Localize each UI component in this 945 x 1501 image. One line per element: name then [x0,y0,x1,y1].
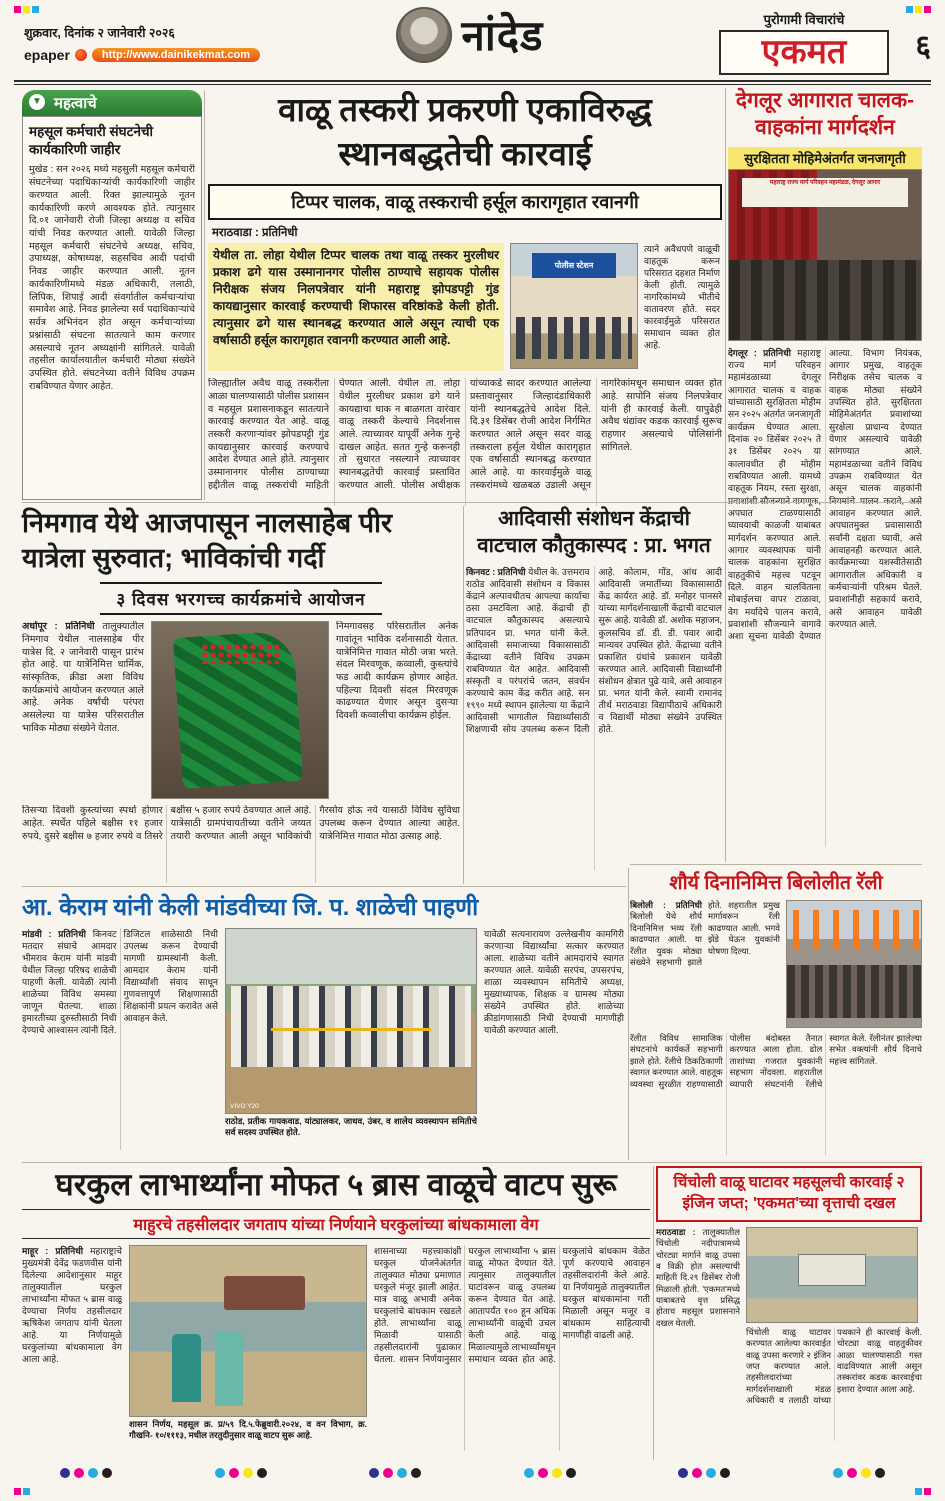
registration-dots [678,1468,730,1478]
registration-dots [60,1468,112,1478]
adivasi-article [466,506,722,870]
brand-tagline: पुरोगामी विचारांचे [763,12,845,27]
article-row [630,900,922,1028]
registration-mark [14,1488,30,1495]
chincholi-article [656,1166,922,1445]
lead-row [208,243,722,371]
photo-crowd [787,965,921,1018]
photo-person [172,1334,200,1402]
photo-banner-text: महाराष्ट्र राज्य मार्ग परिवहन महामंडळ, देगलूर आगार [742,178,907,207]
photo-truck [798,1254,866,1286]
byline: बिलोली : प्रतिनिधी [630,900,702,910]
photo-deglur-meeting [728,169,922,341]
article-headline: निमगाव येथे आजपासून नालसाहेब पीर यात्रेला सुरुवात; भाविकांची गर्दी [22,508,393,573]
photo-caption: राठोड, प्रतीक गायकवाड, यांट्यालकर, जाधव, उंबर, व शालेय व्यवस्थापन समितीचे सर्व सदस्य उपस्थित होते. [225,1116,477,1138]
section-divider [22,1162,922,1163]
masthead-emblem-icon [396,7,452,63]
brand-name: एकमत [719,30,889,75]
article-row [22,1245,650,1451]
article-subhead: ३ दिवस भरगच्च कार्यक्रमांचे आयोजन [100,582,381,615]
column-divider [463,506,464,884]
registration-dots-row [60,1468,885,1478]
article-row [22,928,626,1150]
photo-crowd [729,260,921,340]
article-headline: आ. केराम यांनी केली मांडवीच्या जि. प. शाळेची पाहणी [22,894,479,920]
registration-dots [833,1468,885,1478]
photo-police-station [510,243,638,369]
byline: अर्धापूर : प्रतिनिधी [22,621,95,633]
body-text: महाराष्ट्र राज्य मार्ग परिवहन महामंडळाच्या देगलूर आगारात चालक व वाहक यांच्यासाठी सुरक्षितता मोहीम सन २०२५ अंतर्गत जनजागृती कार्यक्रम घेण्यात आला. दिनांक २० डिसेंबर २०२५ ते ३१ डिसेंबर २०२५ या कालावधीत ही मोहीम राबविण्यात आली. यामध्ये वाहतूक नियम, रस्ता सुरक्षा, प्रवाशांशी सौजन्याने वागणूक, अपघात टाळण्यासाठी घ्यावयाची काळजी याबाबत मार्गदर्शन करण्यात आले. आगार व्यवस्थापक यांनी चालक वाहकांना सुरक्षित वाहतुकीचे महत्त्व पटवून दिले. वाहन चालविताना मोबाईलचा वापर टाळावा, वेग मर्यादेचे पालन करावे, प्रवाशांशी सौजन्याने वागावे अशा सूचना यावेळी देण्यात आल्या. विभाग नियंत्रक, आगार प्रमुख, वाहतूक निरीक्षक तसेच चालक व वाहक मोठ्या संख्येने उपस्थित होते. सुरक्षितता मोहिमेअंतर्गत प्रवाशांच्या सुरक्षेला प्राधान्य देण्यात येणार असल्याचे यावेळी सांगण्यात आले. महामंडळाच्या वतीने विविध उपक्रम राबविण्यात येत असून चालक वाहकांनी नियमांचे पालन करावे, असे आवाहन करण्यात आले. अपघातमुक्त प्रवासासाठी सर्वांनी दक्षता घ्यावी, असे आवाहनही करण्यात आले. कार्यक्रमाच्या यशस्वीतेसाठी आगारातील अधिकारी व कर्मचाऱ्यांनी परिश्रम घेतले. प्रवाशांनीही सहकार्य करावे, असे आवाहन यावेळी करण्यात आले. [728,347,922,642]
edition-title: नांदेड [461,12,544,59]
body-columns: शासनाच्या महत्त्वाकांक्षी घरकुल योजनेअंतर्गत तालुक्यात मोठ्या प्रमाणात घरकुले मंजूर झाली आहेत. मात्र वाळू अभावी अनेक घरकुलांचे बांधकाम रखडले होते. लाभार्थ्यांना वाळू मिळावी यासाठी तहसीलदारांनी पुढाकार घेतला. शासन निर्णयानुसार घरकुल लाभार्थ्यांना ५ ब्रास वाळू मोफत देण्यात येते. त्यानुसार तालुक्यातील घाटांवरून वाळू उपलब्ध करून देण्यात येत आहे. आतापर्यंत १०० हून अधिक लाभार्थ्यांनी वाळूची उचल केली आहे. वाळू मिळाल्यामुळे लाभार्थ्यांमधून समाधान व्यक्त होत आहे. घरकुलांचे बांधकाम वेळेत पूर्ण करण्याचे आवाहन तहसीलदारांनी केले आहे. या निर्णयामुळे तालुक्यातील घरकुल बांधकामांना गती मिळाली असून मजूर व बांधकाम साहित्याची मागणीही वाढली आहे. [374,1245,650,1365]
photo-people [516,317,632,359]
column-divider [204,90,205,500]
body-column [22,1245,122,1451]
keram-article [22,890,626,1150]
chevron-down-icon: ▼ [29,94,45,110]
header-divider [14,80,931,85]
epaper-icon [75,49,87,61]
body-text: तालुक्यातील निमगाव येथील नालसाहेब पीर यात्रेस दि. २ जानेवारी पासून प्रारंभ होत आहे. या यात्रेनिमित्त धार्मिक, सांस्कृतिक, क्रीडा अशा विविध कार्यक्रमांचे आयोजन करण्यात आले आहे. अनेक वर्षांची परंपरा असलेल्या या यात्रेस परिसरातील भाविक मोठ्या संख्येने येतात. [22,621,144,734]
body-text: येथील के. उत्तमराव राठोड आदिवासी संशोधन व विकास केंद्राने अल्पावधीतच आपल्या कार्याचा ठसा उमटविला आहे. केंद्राची ही वाटचाल कौतुकास्पद असल्याचे प्रतिपादन प्रा. भगत यांनी केले. आदिवासी समाजाच्या विकासासाठी केंद्राच्या वतीने विविध उपक्रम राबविण्यात येत आहेत. आदिवासी संस्कृती व परंपरांचे जतन, संवर्धन करण्याचे काम केंद्र करीत आहे. सन १९९० मध्ये स्थापन झालेल्या या केंद्राने आदिवासी भागातील विद्यार्थ्यांसाठी शिक्षणाची सोय उपलब्ध करून दिली आहे. कोलाम, गोंड, आंध आदी आदिवासी जमातींच्या विकासासाठी केंद्र कार्यरत आहे. डॉ. मनोहर पानसरे यांच्या मार्गदर्शनाखाली केंद्राची वाटचाल सुरू आहे. यावेळी डॉ. अशोक महाजन, कुलसचिव डॉ. डी. डी. पवार आदी मान्यवर उपस्थित होते. केंद्राच्या वतीने प्रकाशित ग्रंथांचे प्रकाशन यावेळी करण्यात आले. आदिवासी विद्यार्थ्यांनी संशोधन क्षेत्रात पुढे यावे, असे आवाहन प्रा. भगत यांनी केले. स्वामी रामानंद तीर्थ मराठवाडा विद्यापीठाचे अधिकारी व विद्यार्थी मोठ्या संख्येने उपस्थित होते. [466,567,722,734]
lead-side-column: त्याने अवैधपणे वाळूची वाहतूक करून परिसरात दहशत निर्माण केली होती. त्यामुळे नागरिकांमध्ये भीतीचे वातावरण होते. सदर कारवाईमुळे परिसरात समाधान व्यक्त होत आहे. [644,244,720,351]
section-divider [630,864,922,865]
body-text: तालुक्यातील चिंचोली नदीपात्रामध्ये चोरट्या मार्गाने वाळू उपसा व विक्री होत असल्याची माहिती दि.२९ डिसेंबर रोजी मिळाली होती. 'एकमत'मध्ये याबाबतचे वृत्त प्रसिद्ध होताच महसूल प्रशासनाने दखल घेतली. [656,1226,740,1328]
article-row [22,621,460,799]
gharkul-article [22,1166,650,1451]
registration-mark [906,6,931,13]
body-columns: तिसऱ्या दिवशी कुस्त्यांच्या स्पर्धा होणार आहेत. स्पर्धेत पहिले बक्षीस ११ हजार रुपये, दुसरे बक्षीस ७ हजार रुपये व तिसरे बक्षीस ५ हजार रुपये ठेवण्यात आले आहे. यात्रेसाठी ग्रामपंचायतीच्या वतीने जय्यत तयारी करण्यात आली असून भाविकांची गैरसोय होऊ नये यासाठी विविध सुविधा उपलब्ध करून देण्यात आल्या आहेत. यात्रेनिमित्त गावात मोठा उत्साह आहे. [22,805,460,842]
masthead [396,6,544,63]
police-station-sign: पोलीस स्टेशन [532,253,615,278]
article-headline: आदिवासी संशोधन केंद्राची वाटचाल कौतुकास्पद : प्रा. भगत [477,507,711,557]
article-headline: देगलूर आगारात चालक- वाहकांना मार्गदर्शन [735,89,915,139]
lead-headline: वाळू तस्करी प्रकरणी एकाविरुद्ध स्थानबद्धतेची कारवाई [278,91,652,172]
registration-mark [14,6,39,13]
section-divider [22,886,626,887]
photo-rally [786,900,922,1028]
photo-sand-ghat-truck [746,1227,918,1323]
epaper-label: epaper [24,47,70,63]
article-headline: घरकुल लाभार्थ्यांना मोफत ५ ब्रास वाळूचे वाटप सुरू [55,1167,617,1202]
byline: देगलूर : प्रतिनिधी [728,347,791,358]
deglur-article [728,88,922,847]
article-subhead: माहुरचे तहसीलदार जगताप यांच्या निर्णयाने घरकुलांच्या बांधकामाला वेग [22,1209,650,1239]
important-box-title: महत्वाचे [54,95,97,112]
byline: मांडवी : प्रतिनिधी [22,929,87,939]
article-headline: महसूल कर्मचारी संघटनेची कार्यकारिणी जाहीर [29,124,154,158]
body-column: निमगावसह परिसरातील अनेक गावांतून भाविक दर्शनासाठी येतात. यात्रेनिमित्त गावात मोठी जत्रा भरते. संदल मिरवणूक, कव्वाली, कुस्त्यांचे फड आदी कार्यक्रम होणार आहेत. पहिल्या दिवशी संदल मिरवणूक काढण्यात येणार असून दुसऱ्या दिवशी कव्वालीचा कार्यक्रम होईल. [336,621,458,722]
article-body: मुखेड : सन २०२६ मध्ये महसुली महसूल कर्मचारी संघटनेच्या पदाधिकाऱ्यांची कार्यकारिणी जाहीर करण्यात आली. रिक्त झाल्यामुळे नूतन कार्यकारिणी करणे आवश्यक होते. त्यानुसार दि.०१ जानेवारी रोजी जिल्हा अध्यक्ष व सचिव यांची निवड करण्यात आली. यावेळी जिल्हा महसूल कर्मचारी संघटनेचे अध्यक्ष, सचिव, उपाध्यक्ष, कोषाध्यक्ष, सहसचिव आदी पदांची निवड जाहीर करण्यात आली. नूतन कार्यकारिणीमध्ये मंडळ अधिकारी, तलाठी, लिपिक, शिपाई आदी संवर्गातील कर्मचाऱ्यांचा समावेश आहे. निवड झालेल्या सर्व पदाधिकाऱ्यांचे सर्वत्र अभिनंदन होत असून कर्मचाऱ्यांच्या प्रश्नांसाठी संघटना सातत्याने काम करणार असल्याचे नूतन अध्यक्षांनी सांगितले. यावेळी तहसील कार्यालयातील कर्मचारी मोठ्या संख्येने उपस्थित होते. संघटनेच्या वतीने विविध उपक्रम राबविण्यात येणार आहेत. [29,164,195,392]
photo-ribbon [271,1028,431,1031]
body-column: यावेळी सत्यनारायण उल्लेखनीय कामगिरी करणाऱ्या विद्यार्थ्यांचा सत्कार करण्यात आला. शाळेच्या वतीने आमदारांचे स्वागत करण्यात आले. यावेळी सरपंच, उपसरपंच, शाळा व्यवस्थापन समितीचे अध्यक्ष, मुख्याध्यापक, शिक्षक व ग्रामस्थ मोठ्या संख्येने उपस्थित होते. शाळेच्या क्रीडांगणासाठी निधी देण्याची मागणीही यावेळी करण्यात आली. [484,929,624,1036]
body-columns [22,928,218,1150]
body-columns: रॅलीत विविध सामाजिक संघटनांचे कार्यकर्ते सहभागी झाले होते. रॅलीचे ठिकठिकाणी स्वागत करण्यात आले. वाहतूक व्यवस्था सुरळीत राहण्यासाठी पोलीस बंदोबस्त तैनात करण्यात आला होता. ढोल ताशांच्या गजरात युवकांनी सहभाग नोंदवला. शहरातील व्यापारी संघटनांनी रॅलीचे स्वागत केले. रॅलीनंतर झालेल्या सभेत वक्त्यांनी शौर्य दिनाचे महत्त्व सांगितले. [630,1033,922,1089]
photo-sand-distribution [129,1245,367,1417]
shourya-article [630,868,922,1155]
photo-person [215,1331,243,1406]
important-article [22,116,202,500]
body-column [656,1227,740,1445]
byline: मराठवाडा : [656,1226,696,1237]
byline: किनवट : प्रतिनिधी [466,567,526,578]
column-divider [725,88,726,862]
byline: मराठवाडा : प्रतिनिधी [212,227,298,240]
body-columns: चिंचोली वाळू घाटावर करण्यात आलेल्या कारवाईत वाळू उपसा करणारे २ इंजिन जप्त करण्यात आले. तहसीलदारांच्या मार्गदर्शनाखाली मंडळ अधिकारी व तलाठी यांच्या पथकाने ही कारवाई केली. चोरट्या वाळू वाहतुकीवर आळा घालण्यासाठी गस्त वाढविण्यात आली असून तस्करांवर कडक कारवाईचा इशारा देण्यात आला आहे. [746,1326,922,1406]
important-box [22,90,202,500]
registration-dots [369,1468,421,1478]
photo-flower-garland [201,643,278,664]
photo-and-text [746,1227,922,1445]
nimgaon-article [22,506,460,883]
photo-school-inspection [225,928,477,1114]
date-line: शुक्रवार, दिनांक २ जानेवारी २०२६ [24,26,175,40]
epaper-url-link[interactable]: http://www.dainikekmat.com [92,48,260,62]
photo-watermark: VIVO Y20 [230,1103,259,1110]
body-column [22,621,144,799]
article-subhead: सुरक्षितता मोहिमेअंतर्गत जनजागृती [728,147,922,169]
registration-mark [915,1488,931,1495]
photo-pir-shrine [151,621,329,799]
photo-people-row [231,986,471,1067]
article-headline: शौर्य दिनानिमित्त बिलोलीत रॅली [669,872,883,894]
registration-dots [524,1468,576,1478]
important-box-header [22,90,202,116]
article-row [656,1227,922,1445]
page-number: ६ [915,30,931,63]
body-text: किनवट मतदार संघाचे आमदार भीमराव केराम यांनी मांडवी येथील जिल्हा परिषद शाळेची पाहणी केली. यावेळी त्यांनी शाळेच्या विविध समस्या जाणून घेतल्या. शाळा इमारतीच्या दुरुस्तीसाठी निधी देण्याचे आश्वासन त्यांनी दिले. डिजिटल शाळेसाठी निधी उपलब्ध करून देण्याची मागणी ग्रामस्थांनी केली. आमदार केराम यांनी विद्यार्थ्यांशी संवाद साधून गुणवत्तापूर्ण शिक्षणासाठी शिक्षकांनी प्रयत्न करावेत असे आवाहन केले. [22,929,218,1036]
column-divider [653,1166,654,1460]
photo-saffron-flags [787,910,921,950]
body-text: बिलोली येथे शौर्य दिनानिमित्त भव्य रॅली काढण्यात आली. या रॅलीत युवक मोठ्या संख्येने सहभागी झाले होते. शहरातील प्रमुख मार्गावरून रॅली काढण्यात आली. भगवे झेंडे घेऊन युवकांनी घोषणा दिल्या. [630,900,780,967]
epaper-row [24,47,260,63]
article-body [466,566,722,870]
lead-article [208,88,722,506]
lead-highlight-paragraph: येथील ता. लोहा येथील टिप्पर चालक तथा वाळू तस्कर मुरलीधर प्रकाश ढगे यास उस्मानानगर पोलीस ठाण्याचे सहायक पोलीस निरीक्षक संजय निलपत्रेवार यांनी महाराष्ट्र झोपडपट्टी गुंड कायद्यानुसार कारवाई करण्याची शिफारस वरिष्ठांकडे केली होती. त्यानुसार ढगे यास स्थानबद्ध करण्यात आले असून त्याची एक वर्षासाठी हर्सूल कारागृहात रवानगी करण्यात आली आहे. [208,243,504,371]
section-divider [22,502,922,503]
photo-with-caption [129,1245,367,1451]
photo-caption: शासन निर्णय, महसूल क्र. प्र/५९ दि.५.फेब्रुवारी.२०२४, व वन विभाग, क्र. गौखनि- १०/१११३, मधील तरतुदीनुसार वाळू वाटप सुरू आहे. [129,1418,367,1440]
photo-tractor [224,1276,304,1310]
photo-with-caption [225,928,477,1150]
body-columns [630,900,780,1028]
column-divider [628,868,629,1160]
registration-dots [215,1468,267,1478]
lead-strap: टिप्पर चालक, वाळू तस्कराची हर्सूल कारागृहात रवानगी [208,184,722,220]
lead-body-columns: जिल्ह्यातील अवैध वाळू तस्करीला आळा घालण्यासाठी पोलीस प्रशासन व महसूल प्रशासनाकडून सातत्याने कारवाई करण्यात येत आहे. वाळू तस्करी करणाऱ्यांवर झोपडपट्टी गुंड कायद्यानुसार कारवाई करण्याचे आदेश देण्यात आले होते. त्यानुसार उस्मानानगर पोलीस ठाण्याच्या हद्दीतील वाळू तस्करांची माहिती घेण्यात आली. येथील ता. लोहा येथील मुरलीधर प्रकाश ढगे याने कायद्याचा धाक न बाळगता वारंवार वाळू तस्करी केल्याचे निदर्शनास आले. त्याच्यावर यापूर्वी अनेक गुन्हे दाखल आहेत. सतत गुन्हे करूनही तो सुधारत नसल्याने त्याच्यावर स्थानबद्धतेची कारवाई प्रस्तावित करण्यात आली. पोलीस अधीक्षक यांच्याकडे सादर करण्यात आलेल्या प्रस्तावानुसार जिल्हादंडाधिकारी यांनी स्थानबद्धतेचे आदेश दिले. दि.३१ डिसेंबर रोजी आदेश निर्गमित करण्यात आले असून सदर वाळू तस्कराला हर्सूल येथील कारागृहात एक वर्षासाठी स्थानबद्ध करण्यात आले आहे. या कारवाईमुळे वाळू तस्करांमध्ये खळबळ उडाली असून नागरिकांमधून समाधान व्यक्त होत आहे. सापोनि संजय निलपत्रेवार यांनी ही कारवाई केली. यापुढेही अवैध धंद्यांवर कडक कारवाई सुरूच राहणार असल्याचे पोलिसांनी सांगितले. [208,378,722,491]
byline: माहूर : प्रतिनिधी [22,1245,84,1256]
body-text: महाराष्ट्राचे मुख्यमंत्री देवेंद्र फडणवीस यांनी दिलेल्या आदेशानुसार माहूर तालुक्यातील घरकुल लाभार्थ्यांना मोफत ५ ब्रास वाळू देण्याचा निर्णय तहसीलदार ऋषिकेश जगताप यांनी घेतला आहे. या निर्णयामुळे घरकुलांच्या बांधकामाला वेग आला आहे. [22,1245,122,1365]
article-headline: चिंचोली वाळू घाटावर महसूलची कारवाई २ इंजिन जप्त; 'एकमत'च्या वृत्ताची दखल [656,1166,922,1222]
masthead-brand [719,10,889,75]
article-body [728,347,922,847]
